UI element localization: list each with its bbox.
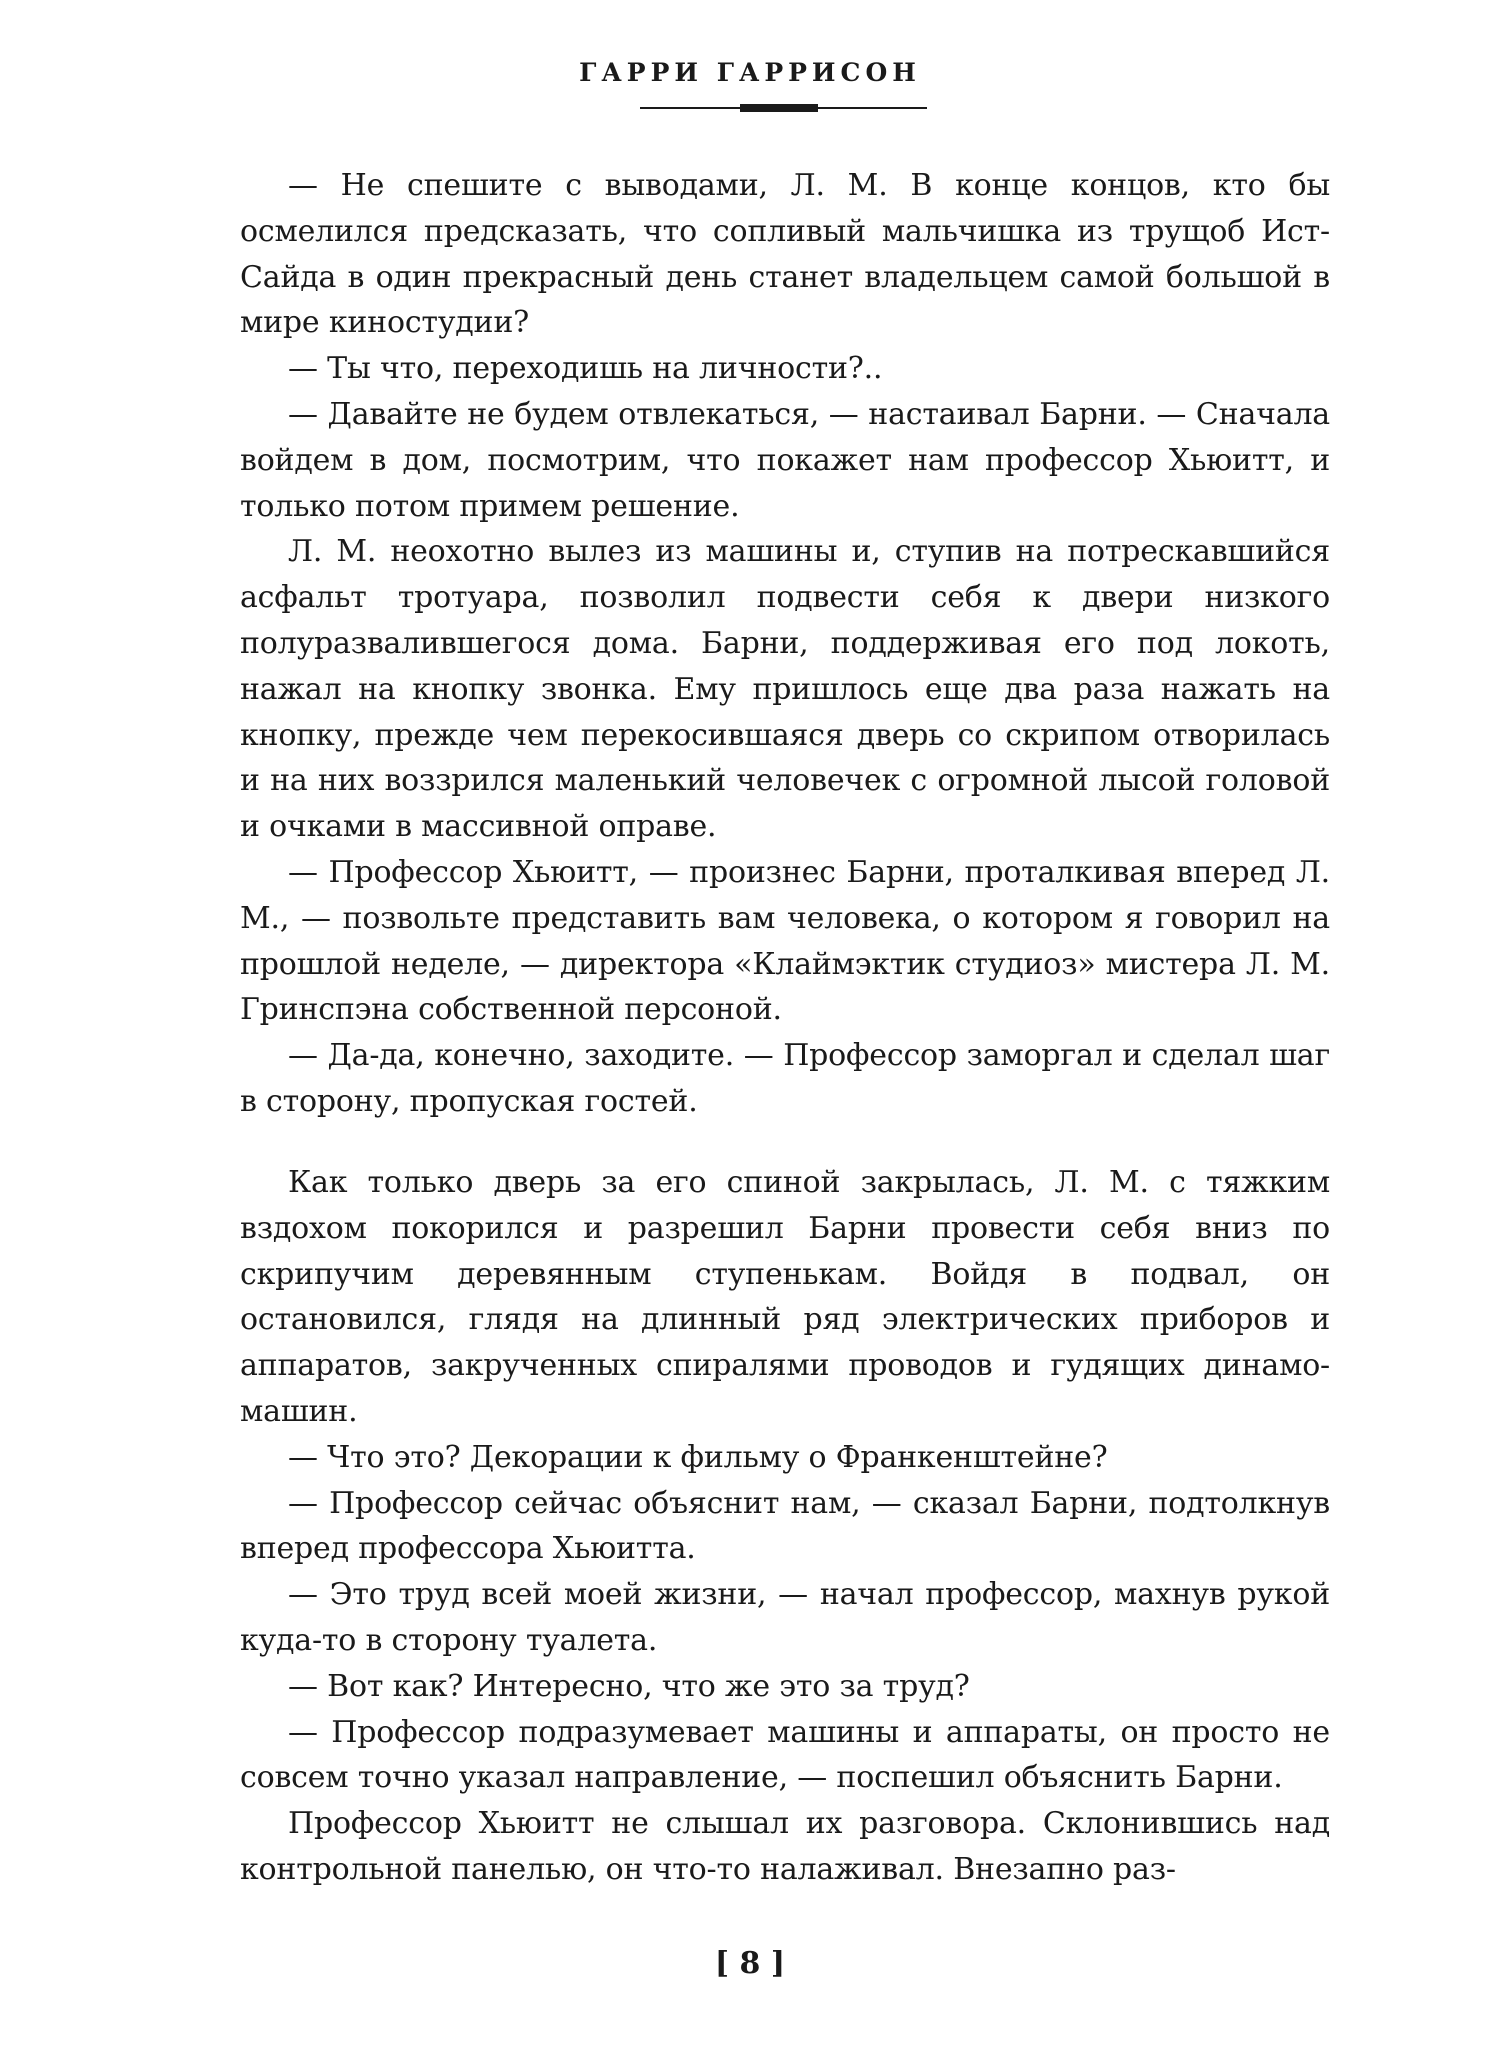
paragraph: — Профессор подразумевает машины и аппараты, он просто не совсем точно указал направление, — поспешил объяснить Барни. — [240, 1714, 1330, 1796]
paragraph: — Профессор Хьюитт, — произнес Барни, проталкивая вперед Л. М., — позвольте представить вам человека, о котором я говорил на прошлой неделе, — директора «Клаймэктик студиоз» мистера Л. М. Гринспэна собственной персоной. — [240, 854, 1330, 1028]
paragraph: — Профессор сейчас объяснит нам, — сказал Барни, подтолкнув вперед профессора Хьюитта. — [240, 1485, 1330, 1567]
paragraph: Профессор Хьюитт не слышал их разговора. Склонившись над контрольной панелью, он что-то налаживал. Внезапно раз- — [240, 1806, 1330, 1887]
paragraph: — Ты что, переходишь на личности?.. — [288, 351, 883, 387]
paragraph: — Это труд всей моей жизни, — начал профессор, махнув рукой куда-то в сторону туалета. — [240, 1577, 1330, 1658]
paragraph: Л. М. неохотно вылез из машины и, ступив на потрескавшийся асфальт тротуара, позволил подвести себя к двери низкого полуразвалившегося дома. Барни, поддерживая его под локоть, нажал на кнопку звонка. Ему пришлось еще два раза нажать на кнопку, прежде чем перекосившаяся дверь со скрипом отворилась и на них воззрился маленький человечек с огромной лысой головой и очками в массивной оправе. — [240, 534, 1330, 845]
running-title: ГАРРИ ГАРРИСОН — [579, 58, 921, 87]
page-number: [ 8 ] — [714, 1946, 786, 1981]
paragraph: — Что это? Декорации к фильму о Франкенштейне? — [288, 1439, 1108, 1475]
header-rule-accent — [740, 104, 818, 112]
paragraph: — Давайте не будем отвлекаться, — настаивал Барни. — Сначала войдем в дом, посмотрим, что покажет нам профессор Хьюитт, и только потом примем решение. — [240, 396, 1330, 524]
text-section-1 — [240, 163, 1330, 1125]
paragraph: — Вот как? Интересно, что же это за труд? — [288, 1668, 970, 1704]
paragraph: — Не спешите с выводами, Л. М. В конце концов, кто бы осмелился предсказать, что сопливый мальчишка из трущоб Ист-Сайда в один прекрасный день станет владельцем самой большой в мире киностудии? — [240, 168, 1330, 341]
paragraph: Как только дверь за его спиной закрылась, Л. М. с тяжким вздохом покорился и разрешил Барни провести себя вниз по скрипучим деревянным ступенькам. Войдя в подвал, он остановился, глядя на длинный ряд электрических приборов и аппаратов, закрученных спиралями проводов и гудящих динамо-машин. — [240, 1165, 1330, 1429]
paragraph: — Да-да, конечно, заходите. — Профессор заморгал и сделал шаг в сторону, пропуская гостей. — [240, 1038, 1330, 1119]
text-section-2 — [240, 1160, 1330, 1893]
